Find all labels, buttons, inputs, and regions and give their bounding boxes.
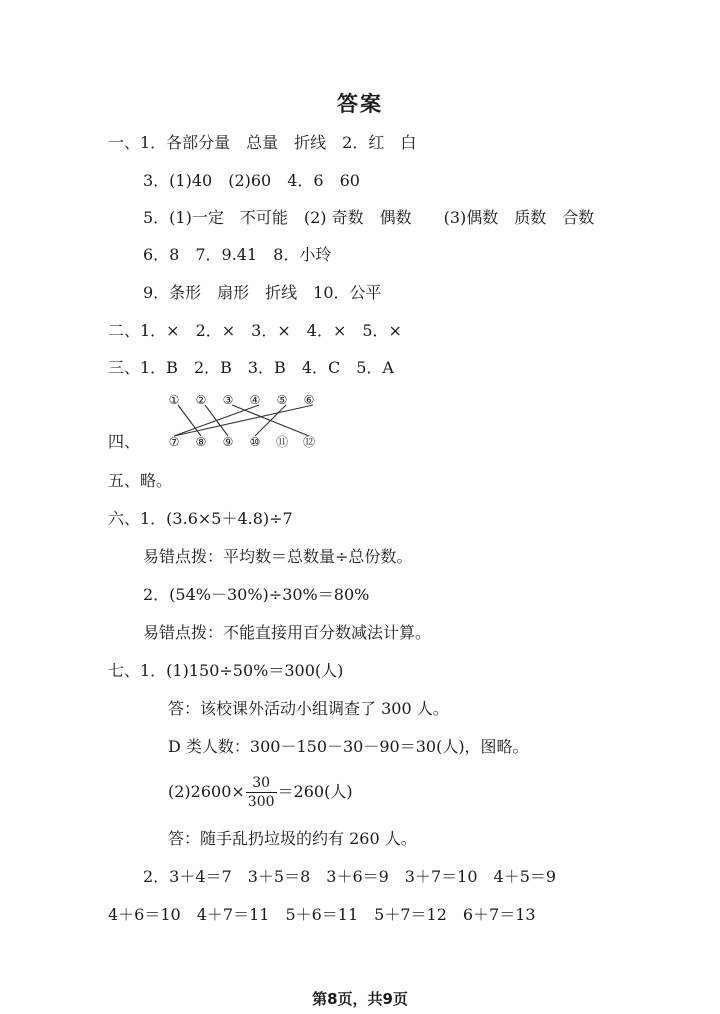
page-title: 答案 [337,92,383,116]
answer-line-8: 四、 [108,432,141,451]
fraction-denominator: 300 [247,794,275,810]
answer-line-12: 2．(54%－30%)÷30%＝80% [143,585,370,604]
formula-suffix: ＝260(人) [277,782,353,801]
matching-top-row [169,393,315,407]
answer-line-9: 五、略。 [108,471,173,490]
answer-line-19: 2．3＋4＝7 3＋5＝8 3＋6＝9 3＋7＝10 4＋5＝9 [143,867,557,886]
answer-line-11: 易错点拨：平均数＝总数量÷总份数。 [143,547,413,566]
matching-bottom-label: ⑪ [275,435,289,449]
answer-line-3: 5．(1)一定 不可能 (2) 奇数 偶数 (3)偶数 质数 合数 [143,208,595,227]
matching-bottom-row [169,435,315,449]
matching-bottom-label: ⑨ [222,435,234,449]
answer-line-7: 三、1．B 2．B 3．B 4．C 5．A [108,358,394,377]
matching-bottom-label: ⑩ [249,435,261,449]
fraction-numerator: 30 [246,774,277,793]
matching-top-label: ② [195,393,207,407]
matching-connector [174,405,259,436]
answer-line-17 [168,772,353,812]
matching-connector [255,405,286,436]
matching-top-label: ③ [222,393,234,407]
matching-bottom-label: ⑫ [302,435,316,449]
matching-diagram [160,388,320,452]
matching-top-label: ① [168,393,180,407]
formula-prefix: (2)2600× [168,782,245,801]
answer-line-10: 六、1．(3.6×5＋4.8)÷7 [108,509,293,528]
fraction [246,774,277,811]
answer-line-18: 答：随手乱扔垃圾的约有 260 人。 [168,829,417,848]
answer-line-20: 4＋6＝10 4＋7＝11 5＋6＝11 5＋7＝12 6＋7＝13 [108,905,536,924]
matching-lines [174,405,313,436]
matching-top-label: ⑥ [303,393,315,407]
matching-top-label: ⑤ [276,393,288,407]
answer-line-16: D 类人数：300－150－30－90＝30(人)，图略。 [168,737,529,756]
answer-line-14: 七、1．(1)150÷50%＝300(人) [108,661,344,680]
matching-top-label: ④ [249,393,261,407]
answer-line-15: 答：该校课外活动小组调查了 300 人。 [168,699,449,718]
answer-line-5: 9．条形 扇形 折线 10．公平 [143,283,382,302]
answer-line-6: 二、1．× 2．× 3．× 4．× 5．× [108,321,402,340]
matching-bottom-label: ⑦ [168,435,180,449]
answer-line-2: 3．(1)40 (2)60 4．6 60 [143,171,360,190]
matching-bottom-label: ⑧ [195,435,207,449]
answer-line-4: 6．8 7．9.41 8．小玲 [143,245,332,264]
answer-line-1: 一、1．各部分量 总量 折线 2．红 白 [108,133,417,152]
page-footer: 第8页，共9页 [312,990,408,1008]
answer-line-13: 易错点拨：不能直接用百分数减法计算。 [143,623,432,642]
matching-connector [178,405,201,436]
